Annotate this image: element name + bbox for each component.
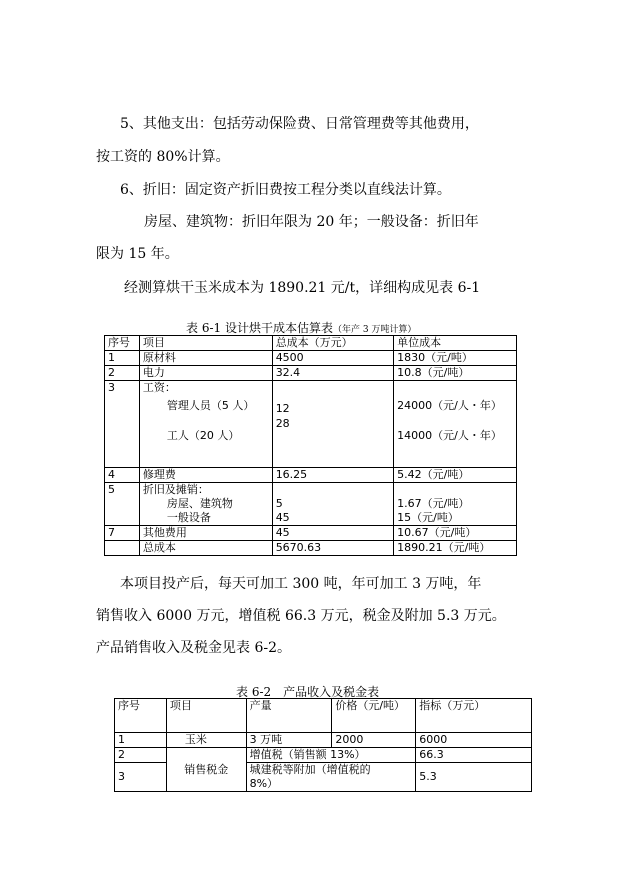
table1-caption-title: 表 6-1 设计烘干成本估算表 — [186, 321, 333, 335]
row-value: 5.3 — [416, 763, 532, 792]
cost-estimate-table — [104, 335, 517, 556]
row-total: 32.4 — [272, 366, 393, 381]
row-value: 6000 — [416, 733, 532, 748]
table1-header-row — [105, 336, 517, 351]
row-total: 45 — [272, 526, 393, 541]
row-total: 16.25 — [272, 468, 393, 483]
surcharge-line2: 8%） — [249, 777, 279, 790]
table1-caption-note: （年产 3 万吨计算） — [332, 325, 417, 335]
row-item — [139, 381, 272, 468]
table1-caption — [186, 319, 416, 336]
row-no: 1 — [105, 351, 140, 366]
row-no: 4 — [105, 468, 140, 483]
row-no: 7 — [105, 526, 140, 541]
row-unit — [394, 483, 517, 526]
table1-header-item: 项目 — [139, 336, 272, 351]
para-cost-summary: 经测算烘干玉米成本为 1890.21 元/t，详细构成见表 6-1 — [124, 280, 481, 296]
depreciation-equipment-total: 45 — [275, 511, 290, 524]
table1-header-total: 总成本（万元） — [272, 336, 393, 351]
row-item — [246, 763, 416, 792]
table2-header-value: 指标（万元） — [416, 699, 532, 733]
row-item: 电力 — [139, 366, 272, 381]
depreciation-buildings-label: 房屋、建筑物 — [166, 497, 233, 510]
table-row — [115, 748, 532, 763]
table2-header-row — [115, 699, 532, 733]
row-item — [139, 483, 272, 526]
para-depreciation: 6、折旧：固定资产折旧费按工程分类以直线法计算。 — [120, 182, 451, 198]
table2-header-item: 项目 — [166, 699, 246, 733]
table-row — [105, 351, 517, 366]
row-item: 修理费 — [139, 468, 272, 483]
depreciation-buildings-unit: 1.67（元/吨） — [397, 497, 470, 510]
row-unit: 1890.21（元/吨） — [394, 541, 517, 556]
row-no: 2 — [115, 748, 167, 763]
row-no: 3 — [115, 763, 167, 792]
row-total — [272, 483, 393, 526]
table1-header-no: 序号 — [105, 336, 140, 351]
row-unit: 10.8（元/吨） — [394, 366, 517, 381]
table2-header-no: 序号 — [115, 699, 167, 733]
row-value: 66.3 — [416, 748, 532, 763]
row-total — [272, 381, 393, 468]
row-no — [105, 541, 140, 556]
sales-tax-group-label: 销售税金 — [166, 748, 246, 792]
row-item: 原材料 — [139, 351, 272, 366]
depreciation-label: 折旧及摊销： — [142, 483, 209, 496]
wages-managers-label: 管理人员（5 人） — [166, 399, 255, 412]
wages-managers-unit: 24000（元/人・年） — [397, 399, 502, 412]
wages-workers-unit: 14000（元/人・年） — [397, 429, 502, 442]
table2-header-price: 价格（元/吨） — [332, 699, 416, 733]
table-row — [105, 468, 517, 483]
row-unit: 1830（元/吨） — [394, 351, 517, 366]
row-item: 增值税（销售额 13%） — [246, 748, 416, 763]
row-qty: 3 万吨 — [246, 733, 332, 748]
revenue-tax-table — [114, 698, 532, 792]
para-depreciation-years-line2: 限为 15 年。 — [96, 246, 179, 262]
table2-caption: 表 6-2 产品收入及税金表 — [236, 685, 380, 699]
para-other-expenses-line1: 5、其他支出：包括劳动保险费、日常管理费等其他费用， — [120, 116, 479, 132]
table-row-depreciation — [105, 483, 517, 526]
row-price: 2000 — [332, 733, 416, 748]
wages-workers-total: 28 — [275, 417, 290, 430]
para-other-expenses-line2: 按工资的 80%计算。 — [96, 149, 230, 165]
wages-workers-label: 工人（20 人） — [166, 429, 240, 442]
row-unit: 5.42（元/吨） — [394, 468, 517, 483]
wages-label: 工资： — [142, 381, 176, 394]
row-no: 1 — [115, 733, 167, 748]
row-item: 其他费用 — [139, 526, 272, 541]
row-unit: 10.67（元/吨） — [394, 526, 517, 541]
para-revenue-line2: 销售收入 6000 万元，增值税 66.3 万元，税金及附加 5.3 万元。 — [96, 608, 506, 624]
para-depreciation-years-line1: 房屋、建筑物：折旧年限为 20 年；一般设备：折旧年 — [144, 214, 479, 230]
table-row — [115, 733, 532, 748]
para-revenue-line1: 本项目投产后，每天可加工 300 吨，年可加工 3 万吨，年 — [120, 576, 482, 592]
row-item: 玉米 — [166, 733, 246, 748]
row-no: 3 — [105, 381, 140, 468]
row-total: 4500 — [272, 351, 393, 366]
para-revenue-line3: 产品销售收入及税金见表 6-2。 — [96, 640, 291, 656]
table-row-total — [105, 541, 517, 556]
row-unit — [394, 381, 517, 468]
table-row-wages — [105, 381, 517, 468]
wages-managers-total: 12 — [275, 402, 290, 415]
depreciation-equipment-label: 一般设备 — [166, 511, 211, 524]
table-row — [105, 366, 517, 381]
table2-header-qty: 产量 — [246, 699, 332, 733]
depreciation-equipment-unit: 15（元/吨） — [397, 511, 459, 524]
table1-header-unit: 单位成本 — [394, 336, 517, 351]
depreciation-buildings-total: 5 — [275, 497, 283, 510]
row-no: 5 — [105, 483, 140, 526]
row-total: 5670.63 — [272, 541, 393, 556]
table-row — [105, 526, 517, 541]
row-item: 总成本 — [139, 541, 272, 556]
surcharge-line1: 城建税等附加（增值税的 — [249, 763, 371, 776]
row-no: 2 — [105, 366, 140, 381]
